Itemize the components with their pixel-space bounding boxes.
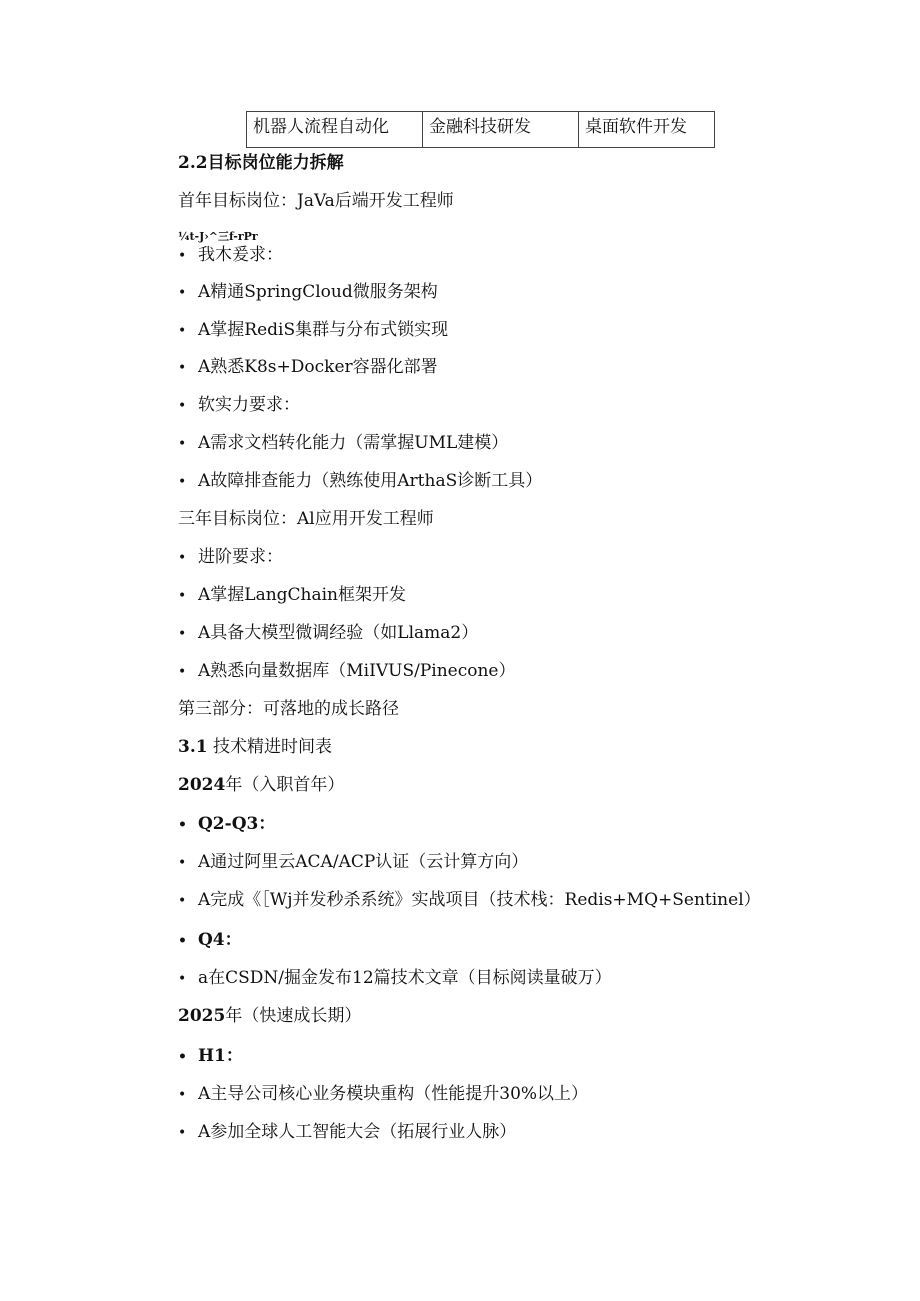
bullet-icon: • [178, 323, 187, 339]
list-item: • H1： [178, 1046, 243, 1066]
bullet-icon: • [178, 1049, 187, 1065]
list-item: • A掌握LangChain框架开发 [178, 585, 407, 605]
bullet-icon: • [178, 1087, 187, 1103]
list-item: • A参加全球人工智能大会（拓展行业人脉） [178, 1122, 517, 1142]
list-item: • A精通SpringCloud微服务架构 [178, 282, 438, 302]
bullet-icon: • [178, 550, 187, 566]
list-item: • A具备大模型微调经验（如Llama2） [178, 623, 479, 643]
list-item: • A通过阿里云ACA/ACP认证（云计算方向） [178, 852, 529, 872]
list-item: • A熟悉向量数据库（MiIVUS/Pinecone） [178, 661, 516, 681]
bullet-icon: • [178, 1125, 187, 1141]
table-cell: 桌面软件开发 [579, 112, 715, 148]
bullet-icon: • [178, 398, 187, 414]
bullet-icon: • [178, 664, 187, 680]
bullet-icon: • [178, 360, 187, 376]
bullet-icon: • [178, 474, 187, 490]
garbled-text-line: ¼t-J›^三f-rPr [178, 230, 258, 243]
list-item: • A掌握RediS集群与分布式锁实现 [178, 320, 449, 340]
bullet-icon: • [178, 893, 187, 909]
year-heading: 2024年（入职首年） [178, 775, 345, 795]
part-heading: 第三部分：可落地的成长路径 [178, 699, 399, 719]
list-item: • A故障排查能力（熟练使用ArthaS诊断工具） [178, 471, 543, 491]
paragraph-line: 三年目标岗位：Al应用开发工程师 [178, 509, 434, 529]
table-row [247, 112, 715, 148]
bullet-icon: • [178, 855, 187, 871]
list-item: • 进阶要求： [178, 547, 283, 567]
bullet-icon: • [178, 588, 187, 604]
bullet-icon: • [178, 626, 187, 642]
list-item: • A完成《［Wj并发秒杀系统》实战项目（技术栈：Redis+MQ+Sentinel） [178, 890, 761, 910]
list-item: • 我木爰求： [178, 245, 283, 265]
table-cell: 机器人流程自动化 [247, 112, 423, 148]
year-heading: 2025年（快速成长期） [178, 1006, 362, 1026]
bullet-icon: • [178, 933, 187, 949]
list-item: • Q4： [178, 930, 242, 950]
bullet-icon: • [178, 817, 187, 833]
list-item: • a在CSDN/掘金发布12篇技术文章（目标阅读量破万） [178, 968, 612, 988]
bullet-icon: • [178, 285, 187, 301]
list-item: • A需求文档转化能力（需掌握UML建模） [178, 433, 509, 453]
table-cell: 金融科技研发 [423, 112, 579, 148]
bullet-icon: • [178, 248, 187, 264]
list-item: • 软实力要求： [178, 395, 300, 415]
list-item: • A主导公司核心业务模块重构（性能提升30%以上） [178, 1084, 589, 1104]
list-item: • Q2-Q3： [178, 814, 276, 834]
list-item: • A熟悉K8s+Docker容器化部署 [178, 357, 438, 377]
subsection-heading: 3.1 技术精进时间表 [178, 737, 332, 757]
career-direction-table [246, 111, 715, 148]
section-heading: 2.2目标岗位能力拆解 [178, 153, 344, 173]
bullet-icon: • [178, 436, 187, 452]
bullet-icon: • [178, 971, 187, 987]
paragraph-line: 首年目标岗位：JaVa后端开发工程师 [178, 191, 454, 211]
